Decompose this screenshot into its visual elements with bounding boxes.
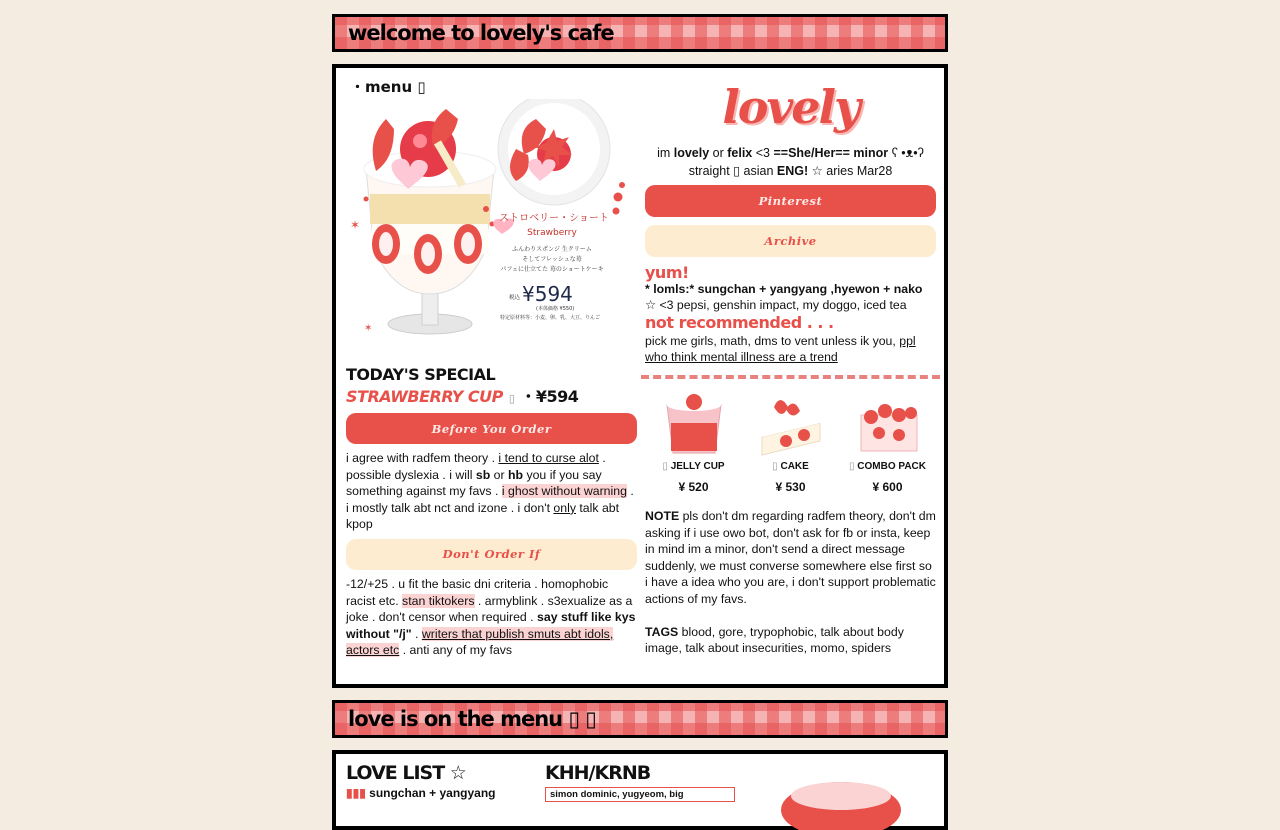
before-you-order-button[interactable]: Before You Order xyxy=(346,413,637,444)
welcome-title: welcome to lovely's cafe xyxy=(348,21,614,45)
love-banner xyxy=(332,700,948,738)
product-price: ¥ 530 xyxy=(775,480,806,494)
dont-order-text: -12/+25 . u fit the basic dni criteria . homophobic racist etc. stan tiktokers . armyblink . s3exualize as a joke . don't censor when required . say stuff like kys without "/j" . writers that publish smuts abt idols, actors etc . anti any of my favs xyxy=(346,576,636,658)
product-desc-line1: ふんわりスポンジ 生クリーム xyxy=(512,246,592,253)
flag-icon: ▮▮▮ xyxy=(346,786,366,800)
lovely-logo: lovely xyxy=(722,80,859,134)
dont-order-if-button[interactable]: Don't Order If xyxy=(346,539,637,570)
love-list-panel xyxy=(332,750,948,830)
khh-krnb-title: KHH/KRNB xyxy=(545,762,651,784)
cake-image xyxy=(756,393,826,457)
special-item-line xyxy=(346,384,637,407)
special-item-name: STRAWBERRY CUP xyxy=(346,387,503,406)
product-list xyxy=(645,393,936,494)
product-price: ¥ 520 xyxy=(678,480,709,494)
product-name: ▯ COMBO PACK xyxy=(849,461,926,472)
parfait-illustration xyxy=(346,99,636,349)
product-icon: ▯ xyxy=(849,461,855,472)
khh-krnb-box: simon dominic, yugyeom, big xyxy=(545,787,735,802)
strawberry-image xyxy=(776,770,906,830)
not-recommended-heading: not recommended . . . xyxy=(645,313,834,332)
product-combo-pack[interactable] xyxy=(843,393,933,494)
product-name: ▯ JELLY CUP xyxy=(662,461,725,472)
love-list-item: ▮▮▮ sungchan + yangyang xyxy=(346,786,496,800)
product-cake[interactable] xyxy=(746,393,836,494)
yum-heading: yum! xyxy=(645,263,689,282)
combo-pack-image xyxy=(853,393,923,457)
special-item-price: ・¥594 xyxy=(520,387,579,406)
svg-text:✶: ✶ xyxy=(364,323,373,334)
strawberry-parfait-image xyxy=(346,99,636,349)
product-desc-line2: そしてフレッシュな苺 xyxy=(522,256,582,263)
product-icon: ▯ xyxy=(772,461,778,472)
main-panel xyxy=(332,64,948,688)
product-jelly-cup[interactable] xyxy=(649,393,739,494)
bio-line-2: straight ▯ asian ENG! ☆ aries Mar28 xyxy=(688,164,893,178)
not-recommended-text: pick me girls, math, dms to vent unless ik you, ppl who think mental illness are a trend xyxy=(645,334,916,364)
en-product-title: Strawberry xyxy=(527,228,577,238)
welcome-banner xyxy=(332,14,948,52)
image-price-sub: (本体価格 ¥550) xyxy=(536,306,575,312)
price-prefix: 税込 xyxy=(509,295,521,301)
archive-button[interactable]: Archive xyxy=(645,225,936,257)
menu-column xyxy=(346,72,637,659)
svg-text:✶: ✶ xyxy=(350,218,361,232)
before-order-text: i agree with radfem theory . i tend to curse alot . possible dyslexia . i will sb or hb you if you say something against my favs . i ghost without warning . i mostly talk abt nct and izone . i don't only talk abt kpop xyxy=(346,451,634,532)
special-item-icon: ▯ xyxy=(508,392,515,405)
love-list-title: LOVE LIST ☆ xyxy=(346,762,466,784)
product-desc-line3: パフェに仕立てた 苺のショートケーキ xyxy=(500,266,604,273)
jp-product-title: ストロベリー・ショート xyxy=(499,213,609,224)
pinterest-button[interactable]: Pinterest xyxy=(645,185,936,217)
yum-text: * lomls:* sungchan + yangyang ,hyewon + nako ☆ <3 pepsi, genshin impact, my doggo, iced tea xyxy=(645,282,923,312)
profile-column xyxy=(645,72,936,657)
love-banner-title: love is on the menu ▯ ▯ xyxy=(348,707,596,731)
todays-special-label: TODAY'S SPECIAL xyxy=(346,365,496,384)
product-price: ¥ 600 xyxy=(872,480,903,494)
khh-krnb-column xyxy=(545,762,735,802)
image-price: ¥594 xyxy=(522,282,573,306)
product-icon: ▯ xyxy=(662,461,668,472)
menu-heading: ・menu ▯ xyxy=(350,78,426,96)
love-list-column xyxy=(346,762,496,800)
bio-line-1: im lovely or felix <3 ==She/Her== minor ʕ •ᴥ•ʔ xyxy=(657,146,924,160)
tags-text: TAGS blood, gore, trypophobic, talk about body image, talk about insecurities, momo, spiders xyxy=(645,624,904,656)
jelly-cup-image xyxy=(659,393,729,457)
dashed-divider xyxy=(641,375,940,379)
note-text: NOTE pls don't dm regarding radfem theory, don't dm asking if i use owo bot, don't ask for fb or insta, keep in mind im a minor, don't send a direct message suddenly, we must converse somewhere else first so i have a idea who you are, i don't support problematic actions of my favs. xyxy=(645,509,936,606)
product-name: ▯ CAKE xyxy=(772,461,809,472)
image-allergens: 特定原材料等：小麦、卵、乳、大豆、りんご xyxy=(500,315,601,321)
